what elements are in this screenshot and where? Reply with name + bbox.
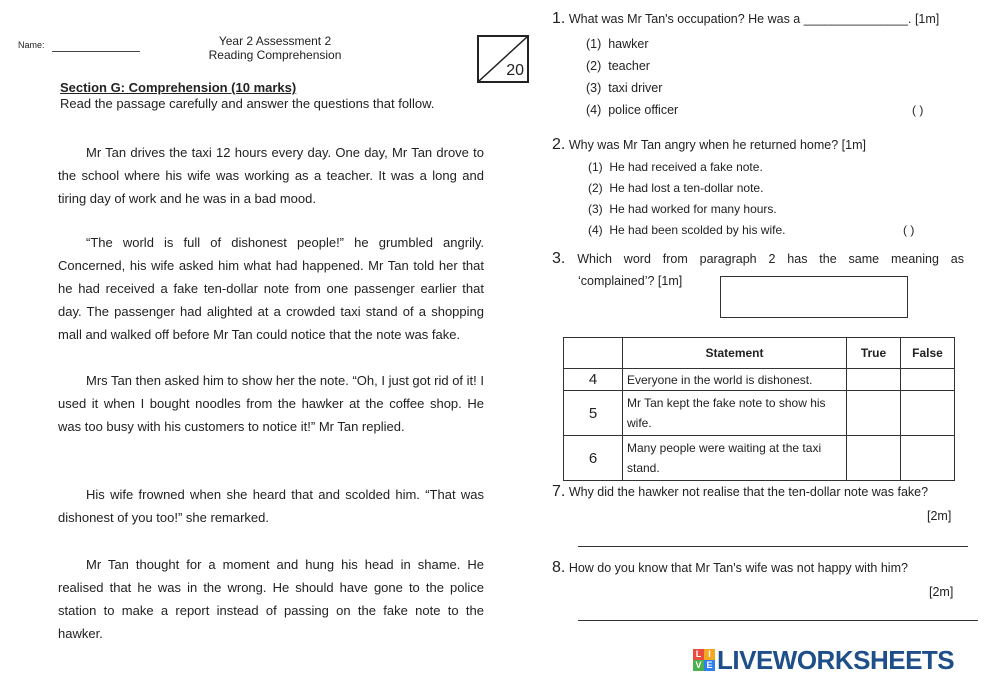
q2-option-2[interactable]: (2) He had lost a ten-dollar note. bbox=[588, 181, 764, 195]
score-total: 20 bbox=[506, 62, 524, 79]
question-number: 3. bbox=[552, 250, 566, 267]
q1-option-4[interactable]: (4) police officer bbox=[586, 103, 679, 117]
statement-cell: Many people were waiting at the taxi stand. bbox=[623, 436, 847, 481]
question-number: 8. bbox=[552, 559, 566, 576]
question-2 bbox=[552, 136, 972, 154]
false-cell[interactable] bbox=[901, 391, 955, 436]
true-cell[interactable] bbox=[847, 391, 901, 436]
false-header: False bbox=[901, 338, 955, 369]
passage-paragraph-1: Mr Tan drives the taxi 12 hours every day. One day, Mr Tan drove to the school where his wife was working as a teacher. It was a long and tiring day of work and he was in a bad mood. bbox=[58, 145, 484, 206]
question-number: 2. bbox=[552, 136, 566, 153]
question-8 bbox=[552, 559, 972, 577]
q1-option-2[interactable]: (2) teacher bbox=[586, 59, 650, 73]
passage-paragraph-4: His wife frowned when she heard that and scolded him. “That was dishonest of you too!” she remarked. bbox=[58, 487, 484, 525]
question-text: Which word from paragraph 2 has the same meaning as bbox=[577, 252, 964, 266]
true-cell[interactable] bbox=[847, 369, 901, 391]
question-text: How do you know that Mr Tan's wife was not happy with him? bbox=[568, 561, 908, 575]
table-row bbox=[564, 369, 955, 391]
q1-option-1[interactable]: (1) hawker bbox=[586, 37, 649, 51]
question-number: 1. bbox=[552, 10, 566, 27]
question-1 bbox=[552, 10, 972, 28]
q7-answer-line[interactable] bbox=[578, 546, 968, 547]
table-row bbox=[564, 436, 955, 481]
true-header: True bbox=[847, 338, 901, 369]
q1-option-3[interactable]: (3) taxi driver bbox=[586, 81, 663, 95]
question-text: Why did the hawker not realise that the ten-dollar note was fake? bbox=[568, 485, 929, 499]
question-3 bbox=[552, 250, 964, 268]
q2-answer-bracket[interactable]: ( ) bbox=[903, 223, 915, 237]
name-label: Name: bbox=[18, 40, 45, 50]
false-cell[interactable] bbox=[901, 369, 955, 391]
passage-paragraph-3: Mrs Tan then asked him to show her the note. “Oh, I just got rid of it! I used it when I bought noodles from the hawker at the coffee shop. He was too busy with his customers to notice it!” Mr Tan replied. bbox=[58, 373, 484, 434]
assessment-title: Year 2 Assessment 2 bbox=[218, 34, 332, 48]
table-row bbox=[564, 391, 955, 436]
score-box bbox=[477, 35, 529, 83]
passage-paragraph-2: “The world is full of dishonest people!” he grumbled angrily. Concerned, his wife asked him what had happened. Mr Tan told her that he had received a fake ten-dollar note from one passenger earlier that day. The passenger had alighted at a crowded taxi stand of a shopping mall and walked off before Mr Tan could notice that the note was fake. bbox=[58, 235, 484, 342]
question-text: Why was Mr Tan angry when he returned home? [1m] bbox=[568, 138, 866, 152]
statement-cell: Everyone in the world is dishonest. bbox=[623, 369, 847, 391]
row-number: 5 bbox=[564, 391, 623, 436]
section-instruction: Read the passage carefully and answer the questions that follow. bbox=[60, 96, 435, 111]
q2-option-4[interactable]: (4) He had been scolded by his wife. bbox=[588, 223, 786, 237]
true-cell[interactable] bbox=[847, 436, 901, 481]
true-false-table bbox=[563, 337, 955, 481]
q3-answer-box[interactable] bbox=[720, 276, 908, 318]
assessment-subtitle: Reading Comprehension bbox=[208, 48, 342, 62]
statement-cell: Mr Tan kept the fake note to show his wife. bbox=[623, 391, 847, 436]
question-3-line-2: ‘complained’? [1m] bbox=[578, 274, 683, 288]
q2-option-1[interactable]: (1) He had received a fake note. bbox=[588, 160, 763, 174]
logo-badge-icon: L I V E bbox=[693, 649, 715, 671]
row-number: 4 bbox=[564, 369, 623, 391]
q1-answer-bracket[interactable]: ( ) bbox=[912, 103, 924, 117]
question-text: What was Mr Tan's occupation? He was a _______________. [1m] bbox=[568, 12, 940, 26]
q8-answer-line[interactable] bbox=[578, 620, 978, 621]
question-number: 7. bbox=[552, 483, 566, 500]
name-field[interactable] bbox=[52, 51, 140, 52]
question-7 bbox=[552, 483, 972, 501]
statement-header: Statement bbox=[623, 338, 847, 369]
section-title: Section G: Comprehension (10 marks) bbox=[60, 80, 297, 95]
q2-option-3[interactable]: (3) He had worked for many hours. bbox=[588, 202, 777, 216]
false-cell[interactable] bbox=[901, 436, 955, 481]
row-number: 6 bbox=[564, 436, 623, 481]
table-header-row bbox=[564, 338, 955, 369]
q8-marks: [2m] bbox=[929, 585, 954, 599]
logo-text: LIVEWORKSHEETS bbox=[717, 645, 955, 675]
passage-paragraph-5: Mr Tan thought for a moment and hung his head in shame. He realised that he was in the wrong. He should have gone to the police station to make a report instead of passing on the fake note to the hawker. bbox=[58, 557, 484, 641]
q7-marks: [2m] bbox=[927, 509, 952, 523]
